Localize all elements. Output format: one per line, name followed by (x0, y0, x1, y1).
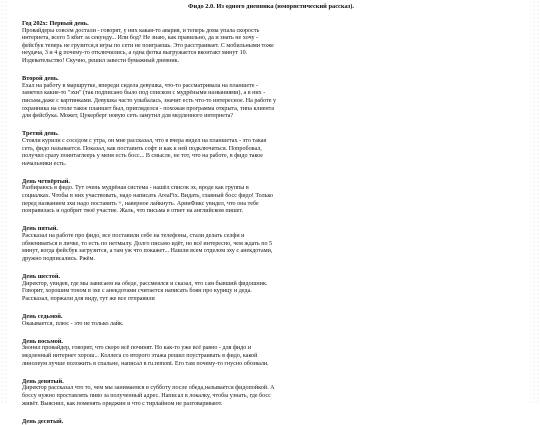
entry-title: Год 202х: Первый день. (22, 20, 89, 27)
entry-title: День четвёртый. (22, 177, 71, 185)
entry-day-9 (22, 378, 520, 408)
entry-body: Ехал на работу в маршрутке, впереди сидела девушка, что-то рассматривала на планшете - заметил какие-то "эхи" (так подписано было под списком с мудрёными названиями), а в них - письма,даже с картинками. Девушка часто улыбалась, значит есть что-то интересное. На работе у охранника на столе такое планшет был, пригляделся - похожая программа открыта, типа клиента для фейсбука. Может, Цукерберг новую сеть замутил для медленного интернета? (22, 82, 277, 120)
entry-title: Третий день. (22, 130, 59, 138)
entry-body: Директор, увидев, где мы зависаем на обеде, рассмеялся и сказал, что сам бывший фидошник. Говорит, хорошим тоном в эхе с анекдотами считается написать боян про курицу и деда. Рассказал, поржали для виду, тут же все отправили (22, 280, 268, 302)
entry-body: Разбираюсь в фидо. Тут очень мудрёная система - нашёл список эх, вроде как группы в социалках. Чтобы в них участвовать, надо написать AreaFix. Видать, главный босс фидо! Только перед названием эхи надо поставить +, наверное лайкнуть. АрииФикс увидел, что она тебе понравилась и одобрит твоё участие. Жаль, что письма в ответ на английском пишет. (22, 185, 274, 215)
entry-body: Директор рассказал что то, чем мы занимаемся в субботу после обеда,называется фидопойкой. А боссу нужно проставлять пиво за полученный адрес. Написал в локалку, чтобы узнать, где босс живёт. Выяснил, как поменять ориджин и что с тирлайном не разговаривают. (22, 385, 275, 407)
entry-body: Провайдеры совсем достали - говорят, у них какая-то авария, и теперь дома упала скорость интернета, всего 5 кбит за секунду... Или бод? Не знаю, как правильно, да и знать не хочу - фейсбук теперь не грузится,я игры по сети не поиграешь. Это расстраивает. С мобильными тоже неудача, 3 и 4 g почему-то отключились, а одна фотка выгружается вконтакт минут 10. Издевательство! Скучно, решил завести бумажный дневник. (22, 27, 274, 64)
entry-title: Второй день. (22, 75, 59, 83)
entry-body: Рассказал на работе про фидо, все поставили себе на телефоны, стали делать селфи и обмениваться в личке, то есть по нетмылу. Долго письмо идёт, но всё интересно, чем ждать по 5 минут, когда фейсбук загрузится, а там уж что покажет... Нашли всем отделом эху с анекдотами, дружно подписались. Ржём. (22, 233, 273, 262)
entry-title: День девятый. (22, 377, 64, 385)
entry-body: Звонил провайдер, говорит, что скоро всё починят. Но как-то уже всё равно - для фидо и медленный интернет хорош... Коллега со второго этажа решил поустраивать в фидо, какой линолеум лучше положить в спальне, написал в ru.remont. Его там почему-то гнусно обозвали. (22, 345, 269, 367)
entry-day-1 (22, 20, 520, 66)
entry-title: День десятый. (22, 417, 64, 425)
document-content (8, 0, 530, 425)
document-title: Фидо 2.0. Из одного дневника (юмористический рассказ). (188, 3, 354, 10)
entry-day-5 (22, 225, 520, 263)
entry-day-10 (22, 418, 520, 425)
document-sheet (8, 0, 530, 425)
entry-day-6 (22, 273, 520, 303)
entry-day-2 (22, 75, 520, 121)
entry-day-4 (22, 178, 520, 216)
entry-day-8 (22, 338, 520, 368)
entry-body: Окаывается, плюс - это не только лайк. (22, 320, 124, 327)
entry-day-3 (22, 130, 520, 168)
entry-title: День шестой. (22, 273, 61, 280)
entry-title: День седьмой. (22, 312, 63, 320)
entry-body: Стояли курили с соседом с утра, он мне рассказал, что в вчера видел на планшетах - это такая сеть, фидо называется. Показал, как поставить софт и как к ней подключиться. Попробовал, получил сразу поинтаглеерь у меня есть босс... В смысле, не тот, что на работе, в фидо такое начальники есть. (22, 137, 267, 167)
entry-title: День восьмой. (22, 337, 63, 345)
entry-day-7 (22, 313, 520, 328)
entry-title: День пятый. (22, 225, 58, 233)
